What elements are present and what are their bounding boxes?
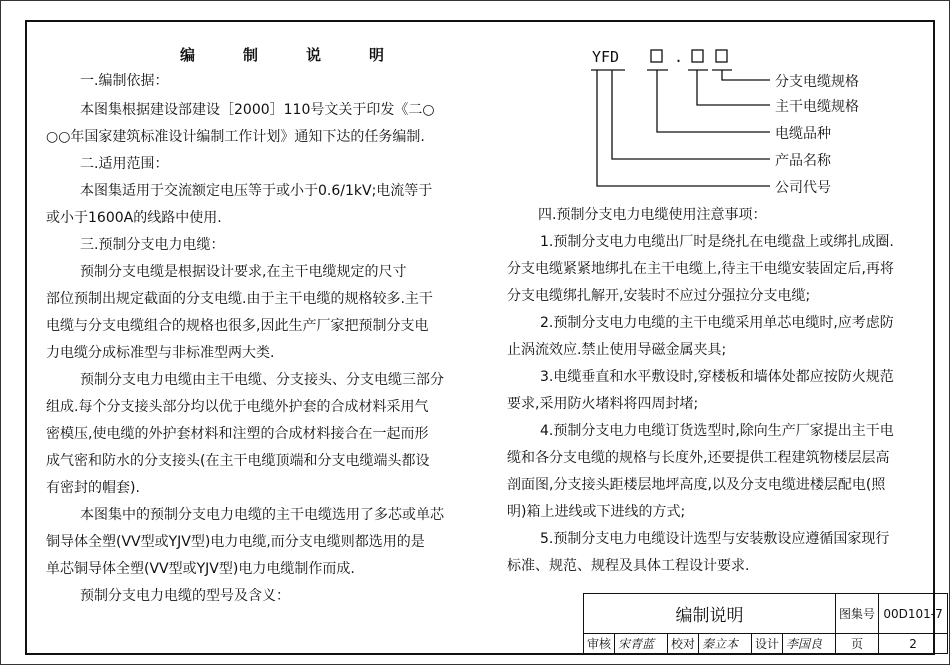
- text-line: 本图集根据建设部建设［2000］110号文关于印发《二○: [80, 102, 435, 118]
- titleblock-atlas-no: 00D101-7: [879, 594, 948, 634]
- text-line: 4.预制分支电力电缆订货选型时,除向生产厂家提出主干电: [540, 423, 894, 439]
- text-line: 单芯铜导体全塑(VV型或YJV型)电力电缆制作而成.: [46, 561, 355, 577]
- text-line: ○○年国家建筑标准设计编制工作计划》通知下达的任务编制.: [46, 129, 425, 145]
- text-line: 有密封的帽套).: [46, 480, 140, 496]
- titleblock-page-no: 2: [879, 634, 948, 654]
- text-line: 3.电缆垂直和水平敷设时,穿楼板和墙体处都应按防火规范: [540, 369, 894, 385]
- text-line: 部位预制出规定截面的分支电缆.由于主干电缆的规格较多.主干: [46, 291, 433, 307]
- page-title: 编制说明: [180, 46, 433, 64]
- text-line: 密模压,使电缆的外护套材料和注塑的合成材料接合在一起而形: [46, 426, 429, 442]
- text-line: 标准、规范、规程及具体工程设计要求.: [507, 558, 750, 574]
- titleblock-atlas-label: 图集号: [836, 594, 879, 634]
- titleblock-name: 编制说明: [584, 594, 836, 634]
- code-box: [692, 50, 703, 62]
- text-line: 力电缆分成标准型与非标准型两大类.: [46, 345, 275, 361]
- text-line: 分支电缆紧紧地绑扎在主干电缆上,待主干电缆安装固定后,再将: [507, 261, 894, 277]
- legend-main-spec: 主干电缆规格: [775, 99, 859, 115]
- text-line: 5.预制分支电力电缆设计选型与安装敷设应遵循国家现行: [540, 531, 890, 547]
- text-line: 预制分支电力电缆的型号及含义：: [80, 588, 290, 604]
- text-line: 明)箱上进线或下进线的方式;: [507, 504, 686, 520]
- text-line: 一.编制依据：: [80, 73, 169, 89]
- text-line: 二.适用范围：: [80, 156, 169, 172]
- titleblock-design-signature: 李国良: [783, 634, 836, 654]
- text-line: 铜导体全塑(VV型或YJV型)电力电缆,而分支电缆则都选用的是: [46, 534, 425, 550]
- text-line: 四.预制分支电力电缆使用注意事项：: [538, 207, 767, 223]
- code-box: [651, 50, 662, 62]
- text-line: 要求,采用防火堵料将四周封堵;: [507, 396, 699, 412]
- text-line: 1.预制分支电力电缆出厂时是绕扎在电缆盘上或绑扎成圈.: [540, 234, 894, 250]
- text-line: 2.预制分支电力电缆的主干电缆采用单芯电缆时,应考虑防: [540, 315, 894, 331]
- titleblock-review-label: 审核: [584, 634, 615, 654]
- legend-cable-type: 电缆品种: [775, 126, 831, 142]
- text-line: 本图集适用于交流额定电压等于或小于0.6/1kV;电流等于: [80, 183, 433, 199]
- legend-company-code: 公司代号: [775, 180, 831, 196]
- legend-branch-spec: 分支电缆规格: [775, 74, 859, 90]
- text-line: 剖面图,分支接头距楼层地坪高度,以及分支电缆进楼层配电(照: [507, 477, 886, 493]
- model-dot: .: [674, 48, 684, 66]
- text-line: 组成.每个分支接头部分均以优于电缆外护套的合成材料采用气: [46, 399, 429, 415]
- text-line: 预制分支电力电缆由主干电缆、分支接头、分支电缆三部分: [80, 372, 444, 388]
- text-line: 成气密和防水的分支接头(在主干电缆顶端和分支电缆端头都设: [46, 453, 430, 469]
- titleblock-review-signature: 宋青蓝: [615, 634, 668, 654]
- legend-product-name: 产品名称: [775, 153, 831, 169]
- text-line: 电缆与分支电缆组合的规格也很多,因此生产厂家把预制分支电: [46, 318, 429, 334]
- text-line: 三.预制分支电力电缆：: [80, 237, 225, 253]
- titleblock-check-label: 校对: [668, 634, 699, 654]
- text-line: 缆和各分支电缆的规格与长度外,还要提供工程建筑物楼层层高: [507, 450, 890, 466]
- titleblock-check-signature: 秦立本: [699, 634, 752, 654]
- model-prefix: YFD: [592, 48, 620, 66]
- code-box: [716, 50, 727, 62]
- title-block: [583, 593, 948, 654]
- text-line: 止涡流效应.禁止使用导磁金属夹具;: [507, 342, 727, 358]
- text-line: 本图集中的预制分支电力电缆的主干电缆选用了多芯或单芯: [80, 507, 444, 523]
- text-line: 或小于1600A的线路中使用.: [46, 210, 222, 226]
- text-line: 预制分支电缆是根据设计要求,在主干电缆规定的尺寸: [80, 264, 407, 280]
- titleblock-design-label: 设计: [752, 634, 783, 654]
- text-line: 分支电缆绑扎解开,安装时不应过分强拉分支电缆;: [507, 288, 811, 304]
- titleblock-page-label: 页: [836, 634, 879, 654]
